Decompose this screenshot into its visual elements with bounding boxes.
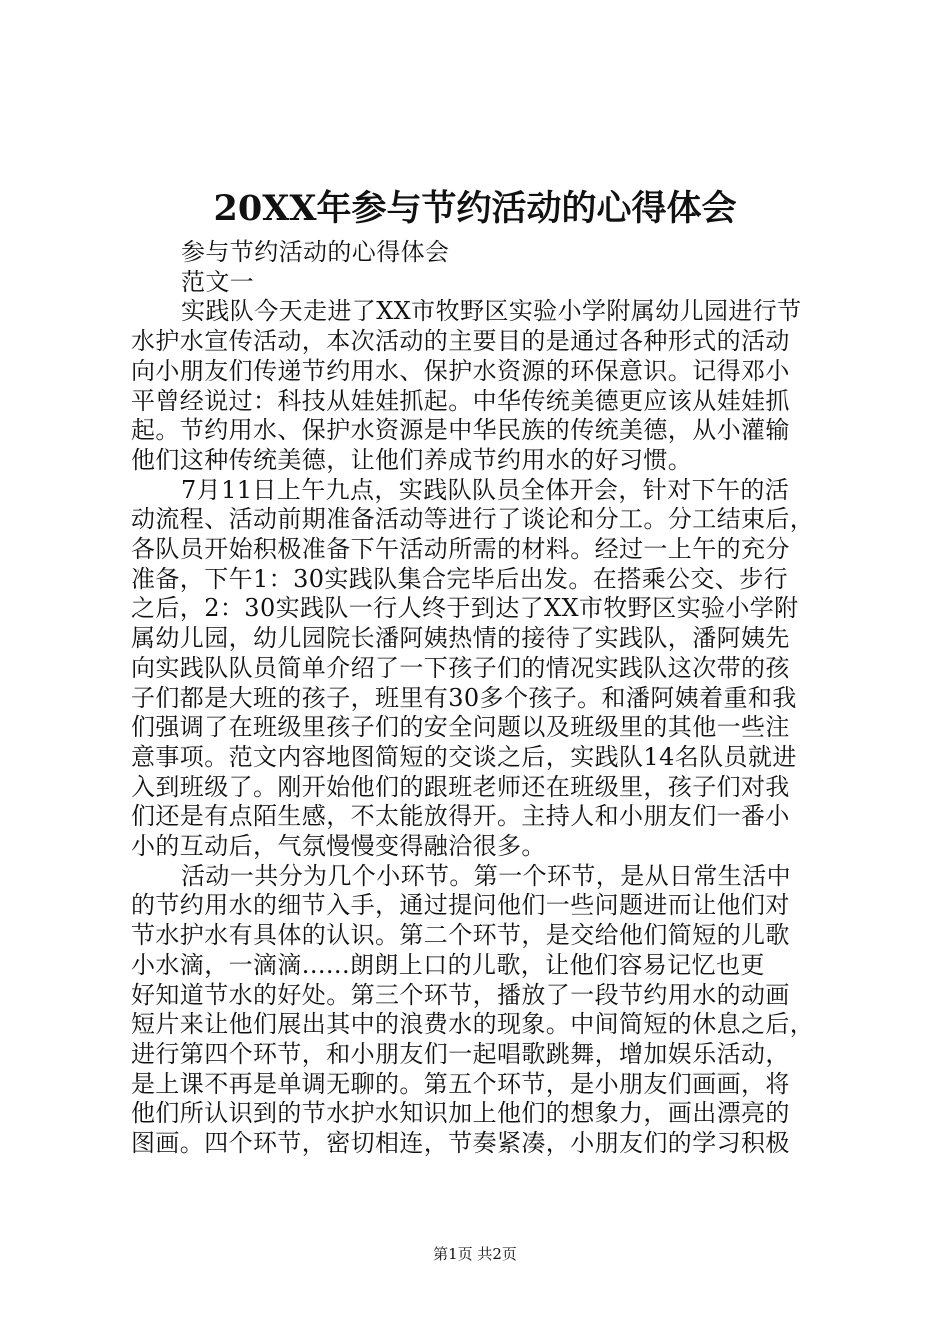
body-line: 准备，下午1：30实践队集合完毕后出发。在搭乘公交、步行 [131,564,789,593]
body-line: 起。节约用水、保护水资源是中华民族的传统美德，从小灌输 [131,416,790,445]
body-line: 进行第四个环节，和小朋友们一起唱歌跳舞，增加娱乐活动， [131,1039,790,1068]
body-line: 是上课不再是单调无聊的。第五个环节，是小朋友们画画，将 [131,1069,790,1098]
body-line: 实践队今天走进了XX市牧野区实验小学附属幼儿园进行节 [181,297,802,326]
body-line: 向实践队队员简单介绍了一下孩子们的情况实践队这次带的孩 [131,653,790,682]
body-line: 他们所认识到的节水护水知识加上他们的想象力，画出漂亮的 [131,1099,790,1128]
body-line: 好知道节水的好处。第三个环节，播放了一段节约用水的动画 [131,980,790,1009]
body-line: 节水护水有具体的认识。第二个环节，是交给他们简短的儿歌 [131,921,790,950]
body-line: 小水滴，一滴滴......朗朗上口的儿歌，让他们容易记忆也更 [131,950,765,979]
body-line: 之后，2：30实践队一行人终于到达了XX市牧野区实验小学附 [131,594,799,623]
body-line: 水护水宣传活动，本次活动的主要目的是通过各种形式的活动 [131,327,790,356]
body-line: 子们都是大班的孩子，班里有30多个孩子。和潘阿姨着重和我 [131,683,797,712]
body-line: 参与节约活动的心得体会 [181,238,450,266]
body-line: 各队员开始积极准备下午活动所需的材料。经过一上午的充分 [131,535,790,564]
body-line: 向小朋友们传递节约用水、保护水资源的环保意识。记得邓小 [131,356,790,385]
page-footer: 第1页 共2页 [433,1245,517,1263]
body-line: 小的互动后，气氛慢慢变得融洽很多。 [131,832,546,861]
body-line: 意事项。范文内容地图简短的交谈之后，实践队14名队员就进 [131,742,797,771]
body-line: 短片来让他们展出其中的浪费水的现象。中间简短的休息之后， [131,1010,815,1039]
body-line: 属幼儿园，幼儿园院长潘阿姨热情的接待了实践队，潘阿姨先 [131,624,790,653]
body-line: 图画。四个环节，密切相连，节奏紧凑，小朋友们的学习积极 [131,1129,790,1158]
body-line: 他们这种传统美德，让他们养成节约用水的好习惯。 [131,445,693,474]
body-line: 平曾经说过：科技从娃娃抓起。中华传统美德更应该从娃娃抓 [131,386,790,415]
body-line: 的节约用水的细节入手，通过提问他们一些问题进而让他们对 [131,891,790,920]
document-body [131,238,827,1159]
body-line: 活动一共分为几个小环节。第一个环节，是从日常生活中 [181,861,791,890]
body-line: 们强调了在班级里孩子们的安全问题以及班级里的其他一些注 [131,713,790,742]
body-line: 动流程、活动前期准备活动等进行了谈论和分工。分工结束后， [131,505,815,534]
body-line: 们还是有点陌生感，不太能放得开。主持人和小朋友们一番小 [131,802,790,831]
document-title: 20XX年参与节约活动的心得体会 [213,188,737,229]
body-line: 入到班级了。刚开始他们的跟班老师还在班级里，孩子们对我 [131,772,790,801]
body-line: 7月11日上午九点，实践队队员全体开会，针对下午的活 [181,475,790,504]
body-line: 范文一 [181,267,255,296]
